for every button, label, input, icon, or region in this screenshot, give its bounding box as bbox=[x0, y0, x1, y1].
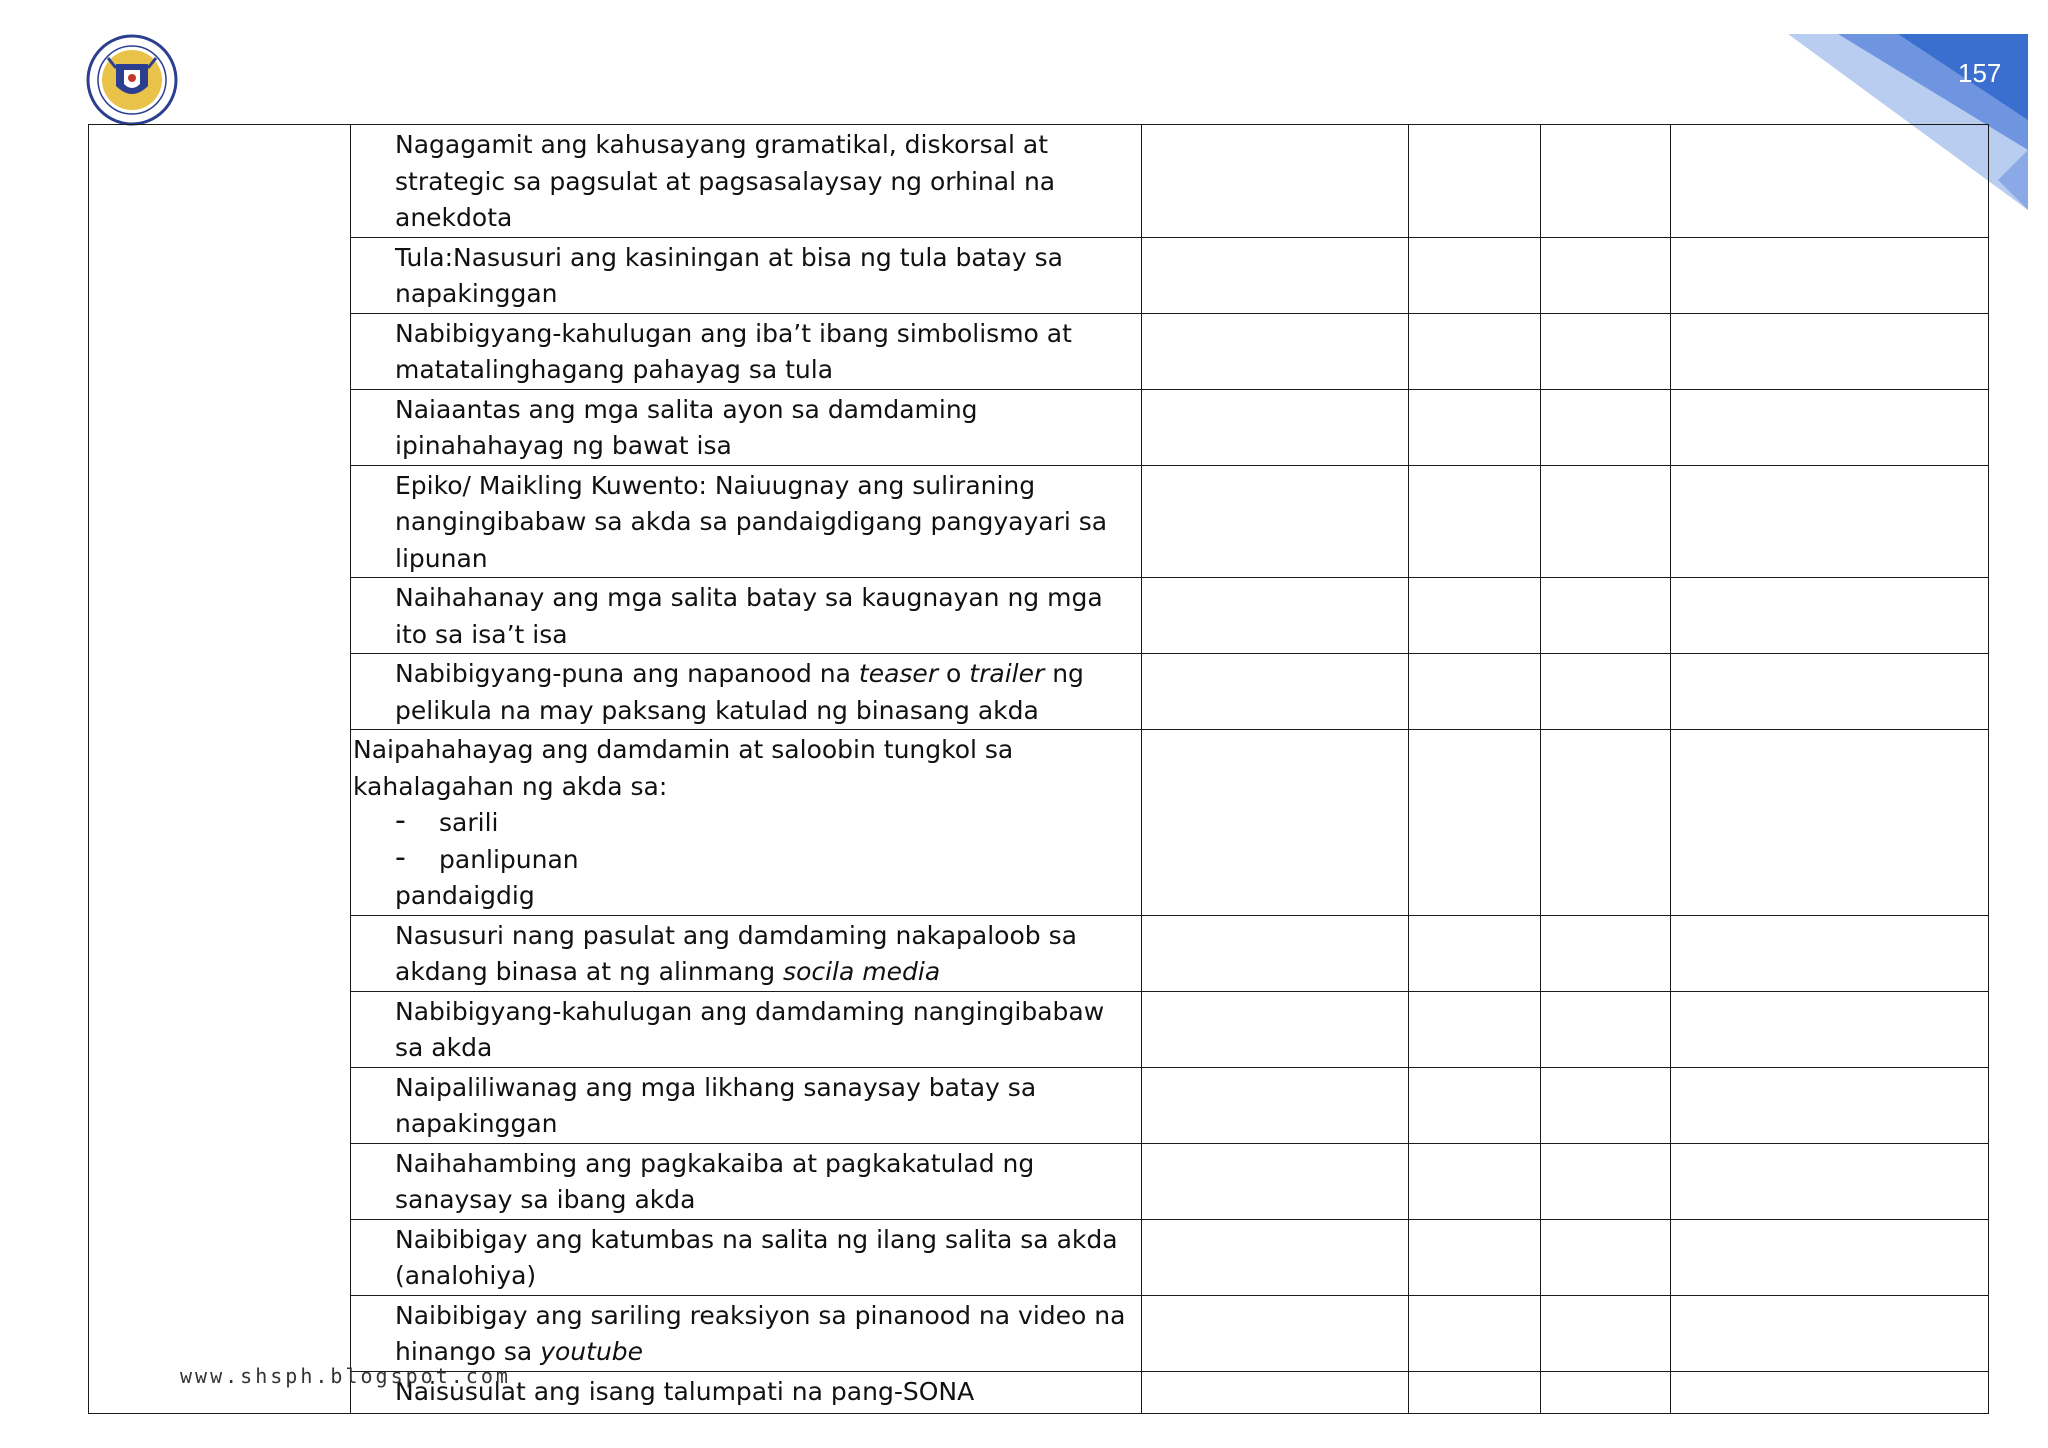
competency-cell bbox=[351, 915, 1142, 991]
competency-table bbox=[88, 124, 1989, 1414]
empty-cell bbox=[1142, 578, 1409, 654]
competency-cell: Naibibigay ang katumbas na salita ng ilang salita sa akda (analohiya) bbox=[351, 1219, 1142, 1295]
competency-cell bbox=[351, 730, 1142, 916]
empty-cell bbox=[1541, 125, 1671, 238]
competency-cell: Nabibigyang-kahulugan ang iba’t ibang simbolismo at matatalinghagang pahayag sa tula bbox=[351, 313, 1142, 389]
empty-cell bbox=[1671, 1295, 1989, 1371]
italic-term: socila media bbox=[783, 957, 941, 986]
empty-cell bbox=[1142, 1371, 1409, 1413]
text-part: Nabibigyang-puna ang napanood na bbox=[395, 659, 859, 688]
empty-cell bbox=[1541, 1067, 1671, 1143]
italic-term: trailer bbox=[969, 659, 1045, 688]
empty-cell bbox=[1541, 654, 1671, 730]
empty-cell bbox=[1409, 1143, 1541, 1219]
page-number: 157 bbox=[1958, 58, 2002, 88]
competency-cell bbox=[351, 1295, 1142, 1371]
empty-cell bbox=[1409, 125, 1541, 238]
competency-cell bbox=[351, 654, 1142, 730]
empty-cell bbox=[1142, 991, 1409, 1067]
competency-cell: Nabibigyang-kahulugan ang damdaming nangingibabaw sa akda bbox=[351, 991, 1142, 1067]
text-part: ng pelikula na may paksang katulad ng binasang akda bbox=[395, 659, 1084, 725]
blank-first-column bbox=[89, 125, 351, 1414]
empty-cell bbox=[1409, 1371, 1541, 1413]
empty-cell bbox=[1541, 915, 1671, 991]
empty-cell bbox=[1671, 578, 1989, 654]
text-part: Naibibigay ang sariling reaksiyon sa pinanood na video na hinango sa bbox=[395, 1300, 1126, 1366]
empty-cell bbox=[1541, 465, 1671, 578]
competency-cell: Tula:Nasusuri ang kasiningan at bisa ng tula batay sa napakinggan bbox=[351, 237, 1142, 313]
empty-cell bbox=[1671, 991, 1989, 1067]
competency-text: Naipahahayag ang damdamin at saloobin tungkol sa kahalagahan ng akda sa: bbox=[353, 735, 1014, 801]
empty-cell bbox=[1409, 465, 1541, 578]
empty-cell bbox=[1671, 1067, 1989, 1143]
italic-term: teaser bbox=[858, 659, 939, 688]
list-item: - panlipunan bbox=[395, 842, 1129, 879]
competency-text: pandaigdig bbox=[395, 881, 535, 910]
empty-cell bbox=[1541, 578, 1671, 654]
table-row bbox=[89, 389, 1989, 465]
table-row bbox=[89, 730, 1989, 916]
empty-cell bbox=[1142, 1295, 1409, 1371]
table-row bbox=[89, 1143, 1989, 1219]
empty-cell bbox=[1671, 1371, 1989, 1413]
empty-cell bbox=[1671, 1219, 1989, 1295]
competency-cell: Naisusulat ang isang talumpati na pang-SONA bbox=[351, 1371, 1142, 1413]
empty-cell bbox=[1409, 237, 1541, 313]
empty-cell bbox=[1142, 237, 1409, 313]
table-row bbox=[89, 237, 1989, 313]
deped-seal-icon bbox=[86, 34, 178, 126]
empty-cell bbox=[1142, 465, 1409, 578]
table-row bbox=[89, 1219, 1989, 1295]
empty-cell bbox=[1541, 1295, 1671, 1371]
empty-cell bbox=[1409, 1295, 1541, 1371]
empty-cell bbox=[1671, 1143, 1989, 1219]
empty-cell bbox=[1409, 730, 1541, 916]
table-row bbox=[89, 578, 1989, 654]
competency-cell: Naipaliliwanag ang mga likhang sanaysay batay sa napakinggan bbox=[351, 1067, 1142, 1143]
list-item: - sarili bbox=[395, 805, 1129, 842]
competency-cell: Nagagamit ang kahusayang gramatikal, diskorsal at strategic sa pagsulat at pagsasalaysay ng orhinal na anekdota bbox=[351, 125, 1142, 238]
table-row bbox=[89, 125, 1989, 238]
competency-cell: Naihahambing ang pagkakaiba at pagkakatulad ng sanaysay sa ibang akda bbox=[351, 1143, 1142, 1219]
empty-cell bbox=[1409, 915, 1541, 991]
text-part: o bbox=[938, 659, 970, 688]
competency-cell: Naihahanay ang mga salita batay sa kaugnayan ng mga ito sa isa’t isa bbox=[351, 578, 1142, 654]
empty-cell bbox=[1671, 389, 1989, 465]
empty-cell bbox=[1671, 237, 1989, 313]
competency-cell: Naiaantas ang mga salita ayon sa damdaming ipinahahayag ng bawat isa bbox=[351, 389, 1142, 465]
empty-cell bbox=[1409, 389, 1541, 465]
empty-cell bbox=[1409, 654, 1541, 730]
empty-cell bbox=[1541, 1371, 1671, 1413]
empty-cell bbox=[1541, 237, 1671, 313]
empty-cell bbox=[1671, 654, 1989, 730]
table-row bbox=[89, 313, 1989, 389]
bullet-list bbox=[353, 805, 1129, 878]
empty-cell bbox=[1409, 991, 1541, 1067]
empty-cell bbox=[1541, 1143, 1671, 1219]
empty-cell bbox=[1541, 313, 1671, 389]
empty-cell bbox=[1142, 389, 1409, 465]
empty-cell bbox=[1671, 915, 1989, 991]
empty-cell bbox=[1142, 915, 1409, 991]
competency-cell: Epiko/ Maikling Kuwento: Naiuugnay ang suliraning nangingibabaw sa akda sa pandaigdigang pangyayari sa lipunan bbox=[351, 465, 1142, 578]
table-row bbox=[89, 1295, 1989, 1371]
empty-cell bbox=[1409, 1067, 1541, 1143]
table-row bbox=[89, 1067, 1989, 1143]
empty-cell bbox=[1541, 991, 1671, 1067]
empty-cell bbox=[1671, 730, 1989, 916]
italic-term: youtube bbox=[540, 1337, 644, 1366]
empty-cell bbox=[1142, 1143, 1409, 1219]
empty-cell bbox=[1142, 654, 1409, 730]
empty-cell bbox=[1409, 313, 1541, 389]
empty-cell bbox=[1142, 1067, 1409, 1143]
empty-cell bbox=[1541, 389, 1671, 465]
empty-cell bbox=[1142, 125, 1409, 238]
empty-cell bbox=[1142, 730, 1409, 916]
empty-cell bbox=[1671, 465, 1989, 578]
table-row bbox=[89, 465, 1989, 578]
empty-cell bbox=[1671, 313, 1989, 389]
empty-cell bbox=[1142, 1219, 1409, 1295]
empty-cell bbox=[1671, 125, 1989, 238]
empty-cell bbox=[1541, 1219, 1671, 1295]
table-row bbox=[89, 991, 1989, 1067]
empty-cell bbox=[1541, 730, 1671, 916]
text-part: Nasusuri nang pasulat ang damdaming nakapaloob sa akdang binasa at ng alinmang bbox=[395, 920, 1077, 986]
empty-cell bbox=[1409, 1219, 1541, 1295]
table-row bbox=[89, 915, 1989, 991]
empty-cell bbox=[1409, 578, 1541, 654]
empty-cell bbox=[1142, 313, 1409, 389]
table-row bbox=[89, 654, 1989, 730]
footer-url[interactable]: www.shsph.blogspot.com bbox=[180, 1364, 511, 1388]
